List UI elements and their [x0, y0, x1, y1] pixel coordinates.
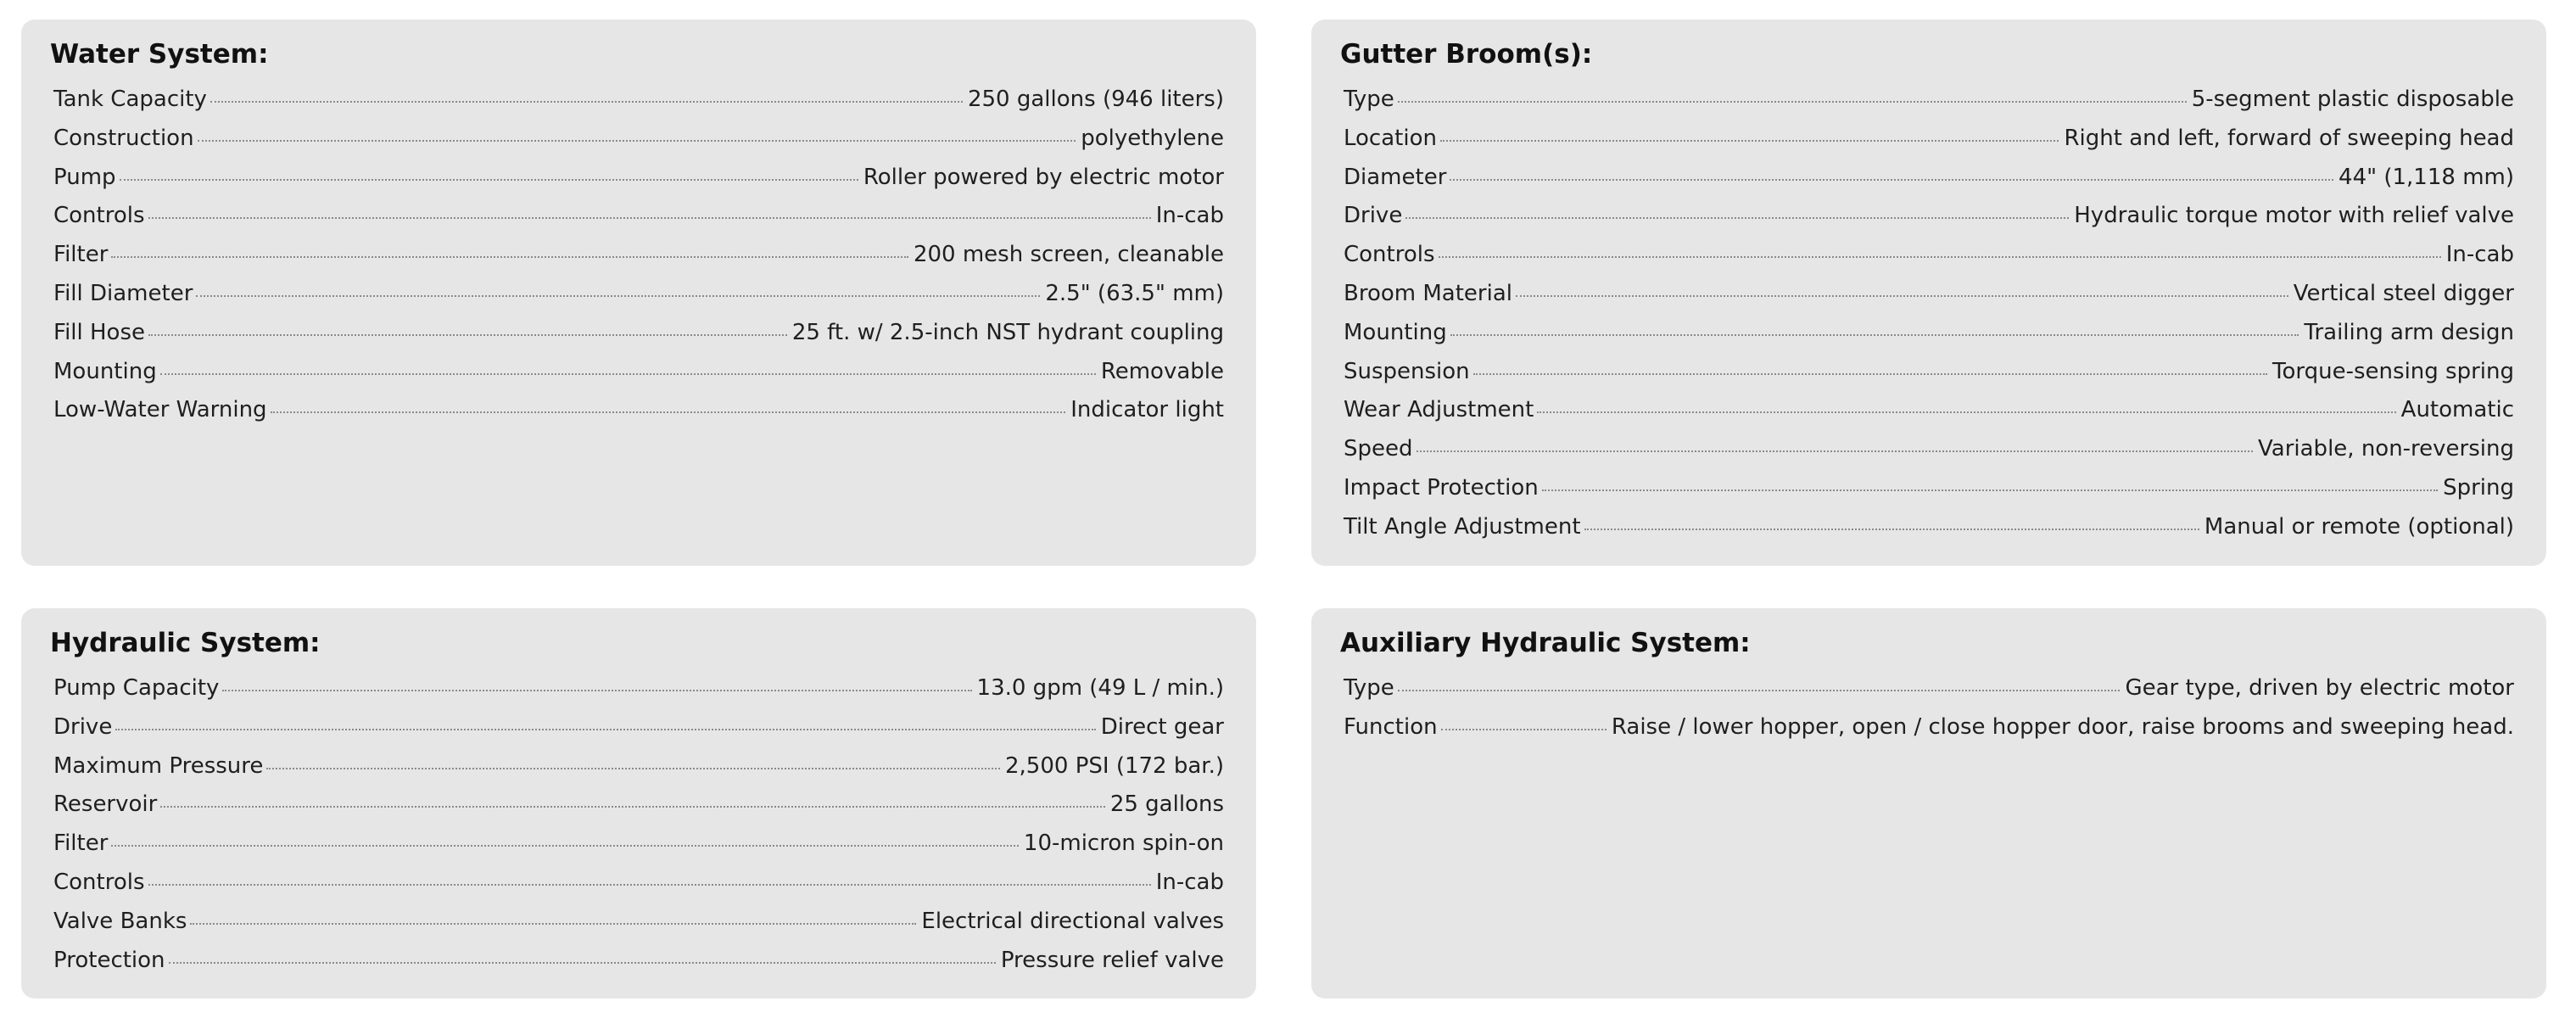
spec-value: 2,500 PSI (172 bar.) [1005, 752, 1224, 779]
dotted-leader [198, 140, 1076, 142]
spec-row-valve-banks [50, 910, 1224, 949]
spec-row-broom-material [1340, 282, 2514, 322]
spec-label: Drive [53, 713, 113, 740]
dotted-leader [1450, 179, 2333, 181]
dotted-leader [1473, 373, 2267, 375]
spec-row-reservoir [50, 793, 1224, 832]
spec-label: Mounting [1344, 319, 1447, 345]
spec-label: Low-Water Warning [53, 397, 267, 423]
spec-value: Removable [1100, 358, 1224, 384]
spec-label: Diameter [1344, 164, 1447, 190]
spec-value: Manual or remote (optional) [2204, 513, 2514, 540]
water-system-title: Water System: [50, 39, 269, 70]
dotted-leader [1405, 217, 2069, 219]
spec-row-speed [1340, 438, 2514, 477]
spec-value: In-cab [2445, 242, 2514, 268]
dotted-leader [111, 256, 908, 258]
hydraulic-system-title: Hydraulic System: [50, 628, 321, 658]
dotted-leader [210, 101, 963, 103]
gutter-broom-title: Gutter Broom(s): [1340, 39, 1593, 70]
spec-row-type [1340, 88, 2514, 127]
dotted-leader [148, 884, 1151, 886]
spec-row-controls [1340, 243, 2514, 282]
spec-row-maximum-pressure [50, 752, 1224, 794]
spec-label: Drive [1344, 203, 1403, 229]
spec-label: Fill Hose [53, 319, 145, 345]
spec-label: Tank Capacity [53, 87, 207, 112]
spec-value: 5-segment plastic disposable [2191, 87, 2514, 112]
dotted-leader [1542, 489, 2438, 491]
dotted-leader [1584, 529, 2199, 530]
hydraulic-system-spec-list [50, 677, 1224, 987]
spec-row-fill-hose [50, 319, 1224, 361]
gutter-broom-card [1311, 20, 2546, 566]
spec-label: Pump [53, 164, 116, 190]
spec-row-drive [1340, 204, 2514, 243]
spec-label: Mounting [53, 358, 157, 384]
spec-label: Type [1344, 87, 1394, 112]
spec-row-drive [50, 713, 1224, 755]
spec-row-suspension [1340, 358, 2514, 400]
spec-row-wear-adjustment [1340, 399, 2514, 438]
spec-value: Trailing arm design [2304, 319, 2514, 345]
dotted-leader [1516, 295, 2288, 297]
spec-label: Construction [53, 125, 194, 151]
spec-label: Controls [53, 203, 145, 229]
spec-label: Maximum Pressure [53, 752, 264, 779]
spec-row-diameter [1340, 166, 2514, 205]
spec-value: In-cab [1155, 869, 1224, 895]
spec-label: Tilt Angle Adjustment [1344, 513, 1581, 540]
spec-value: 25 gallons [1109, 791, 1224, 818]
dotted-leader [160, 373, 1096, 375]
spec-value: Electrical directional valves [921, 908, 1224, 934]
spec-value: Right and left, forward of sweeping head [2064, 125, 2514, 151]
spec-row-location [1340, 127, 2514, 166]
dotted-leader [266, 768, 1000, 769]
dotted-leader [1450, 334, 2299, 336]
spec-value: 44" (1,118 mm) [2339, 164, 2514, 190]
spec-row-controls [50, 871, 1224, 910]
spec-value: 25 ft. w/ 2.5-inch NST hydrant coupling [791, 319, 1224, 345]
spec-value: Direct gear [1100, 713, 1224, 740]
spec-label: Valve Banks [53, 908, 187, 934]
spec-label: Controls [53, 869, 145, 895]
water-system-spec-list [50, 88, 1224, 438]
dotted-leader [222, 690, 971, 691]
spec-value: In-cab [1155, 203, 1224, 229]
dotted-leader [111, 845, 1019, 847]
auxiliary-hydraulic-system-title: Auxiliary Hydraulic System: [1340, 628, 1751, 658]
spec-label: Pump Capacity [53, 675, 220, 701]
spec-value: Torque-sensing spring [2272, 358, 2514, 384]
dotted-leader [160, 806, 1104, 808]
spec-label: Function [1344, 713, 1438, 740]
spec-value: Spring [2443, 474, 2514, 501]
gutter-broom-spec-list [1340, 88, 2514, 555]
spec-value: Pressure relief valve [1000, 947, 1224, 973]
spec-label: Filter [53, 242, 109, 268]
dotted-leader [120, 179, 858, 181]
spec-row-protection [50, 949, 1224, 988]
spec-value: Raise / lower hopper, open / close hopper door, raise brooms and sweeping head. [1611, 713, 2514, 740]
spec-row-mounting [50, 358, 1224, 400]
spec-row-tank-capacity [50, 88, 1224, 127]
spec-value: 10-micron spin-on [1023, 831, 1224, 857]
hydraulic-system-card [21, 608, 1256, 998]
spec-label: Filter [53, 831, 109, 857]
dotted-leader [1440, 140, 2059, 142]
spec-value: Vertical steel digger [2293, 280, 2514, 306]
dotted-leader [1537, 411, 2395, 413]
spec-label: Location [1344, 125, 1437, 151]
spec-row-construction [50, 127, 1224, 166]
spec-value: Automatic [2400, 397, 2514, 423]
dotted-leader [1417, 450, 2254, 452]
spec-row-pump-capacity [50, 677, 1224, 716]
dotted-leader [1441, 729, 1607, 730]
spec-value: 250 gallons (946 liters) [967, 87, 1224, 112]
spec-label: Reservoir [53, 791, 158, 818]
spec-row-controls [50, 204, 1224, 243]
dotted-leader [148, 217, 1151, 219]
dotted-leader [148, 334, 787, 336]
spec-label: Fill Diameter [53, 280, 193, 306]
spec-row-tilt-angle-adjustment [1340, 513, 2514, 555]
spec-label: Controls [1344, 242, 1435, 268]
spec-row-pump [50, 166, 1224, 205]
spec-label: Protection [53, 947, 165, 973]
dotted-leader [196, 295, 1040, 297]
dotted-leader [190, 923, 916, 925]
spec-row-mounting [1340, 319, 2514, 361]
spec-value: Hydraulic torque motor with relief valve [2074, 203, 2514, 229]
spec-label: Impact Protection [1344, 474, 1539, 501]
spec-row-function [1340, 713, 2514, 755]
spec-value: 200 mesh screen, cleanable [913, 242, 1224, 268]
dotted-leader [1398, 690, 2121, 691]
dotted-leader [1398, 101, 2187, 103]
spec-row-filter [50, 243, 1224, 282]
dotted-leader [271, 411, 1066, 413]
water-system-card [21, 20, 1256, 566]
spec-label: Suspension [1344, 358, 1470, 384]
spec-value: 13.0 gpm (49 L / min.) [976, 675, 1224, 701]
auxiliary-hydraulic-system-spec-list [1340, 677, 2514, 755]
spec-row-low-water-warning [50, 399, 1224, 438]
spec-value: Gear type, driven by electric motor [2125, 675, 2514, 701]
spec-value: Roller powered by electric motor [863, 164, 1224, 190]
spec-value: Indicator light [1070, 397, 1224, 423]
auxiliary-hydraulic-system-card [1311, 608, 2546, 998]
dotted-leader [169, 962, 996, 964]
dotted-leader [115, 729, 1095, 730]
spec-row-impact-protection [1340, 474, 2514, 516]
spec-label: Wear Adjustment [1344, 397, 1534, 423]
spec-row-filter [50, 832, 1224, 871]
spec-value: 2.5" (63.5" mm) [1045, 280, 1224, 306]
spec-value: Variable, non-reversing [2258, 436, 2514, 462]
spec-label: Broom Material [1344, 280, 1512, 306]
spec-label: Type [1344, 675, 1394, 701]
spec-value: polyethylene [1081, 125, 1224, 151]
spec-row-type [1340, 677, 2514, 716]
spec-row-fill-diameter [50, 282, 1224, 322]
spec-label: Speed [1344, 436, 1413, 462]
dotted-leader [1439, 256, 2441, 258]
